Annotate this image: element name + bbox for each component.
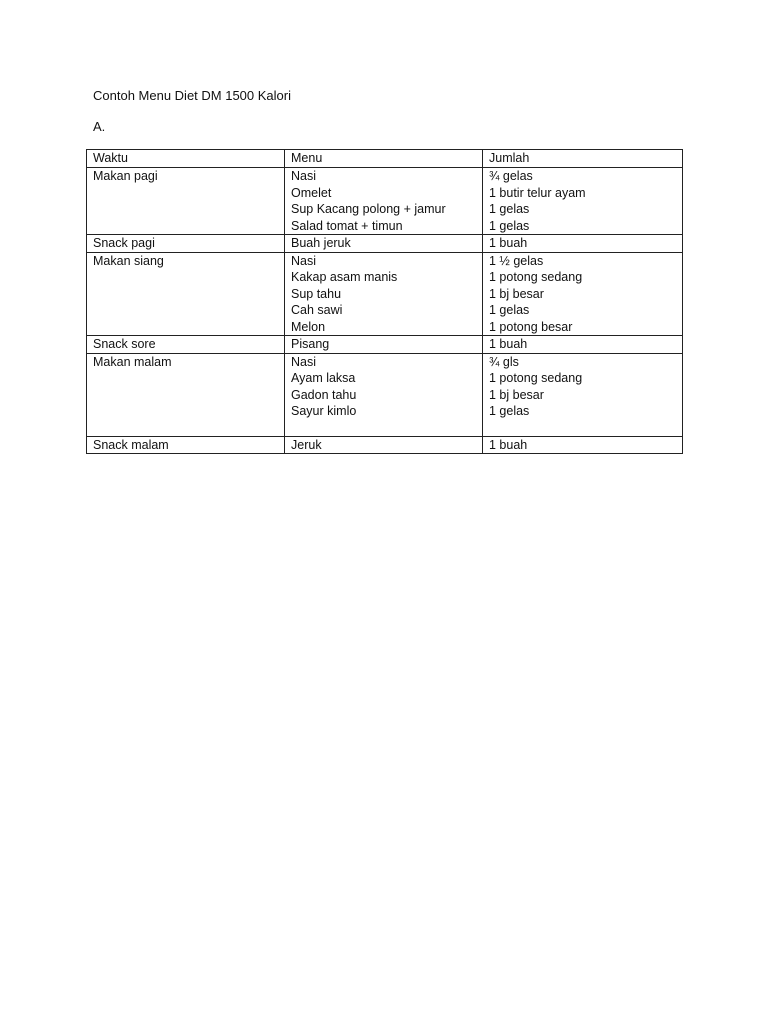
diet-menu-table <box>86 149 683 454</box>
amount-cell <box>483 336 683 354</box>
amount-item: 1 gelas <box>489 404 530 418</box>
time-cell <box>87 235 285 253</box>
menu-cell <box>285 252 483 336</box>
amount-item: 1 buah <box>489 236 528 250</box>
amount-item: 1 butir telur ayam <box>489 185 586 200</box>
amount-item: 1 buah <box>489 437 528 452</box>
header-menu: Menu <box>285 150 483 168</box>
menu-cell <box>285 353 483 436</box>
table-row <box>87 252 683 336</box>
table-row <box>87 353 683 436</box>
amount-item: 1 gelas <box>489 218 530 233</box>
menu-item: Gadon tahu <box>291 387 357 402</box>
amount-item: 1 potong sedang <box>489 270 583 284</box>
table-row <box>87 168 683 235</box>
menu-item: Cah sawi <box>291 303 343 317</box>
section-label: A. <box>93 119 106 134</box>
menu-cell <box>285 235 483 253</box>
amount-item: 1 ½ gelas <box>489 253 544 268</box>
time-label: Makan malam <box>93 354 172 369</box>
amount-cell <box>483 436 683 454</box>
menu-item: Pisang <box>291 337 330 351</box>
time-cell <box>87 168 285 235</box>
time-cell <box>87 252 285 336</box>
menu-item: Kakap asam manis <box>291 270 398 284</box>
table-row <box>87 436 683 454</box>
table-row <box>87 235 683 253</box>
menu-cell <box>285 336 483 354</box>
amount-item: 1 potong besar <box>489 319 573 334</box>
amount-cell <box>483 353 683 436</box>
amount-item: 1 gelas <box>489 303 530 317</box>
amount-item: 1 potong sedang <box>489 371 583 385</box>
amount-cell <box>483 168 683 235</box>
time-label: Makan siang <box>93 253 164 268</box>
menu-item: Sup tahu <box>291 286 342 301</box>
menu-item: Nasi <box>291 354 317 369</box>
time-cell <box>87 336 285 354</box>
amount-item: 1 buah <box>489 337 528 351</box>
amount-item: 1 bj besar <box>489 387 544 402</box>
amount-item: ¾ gls <box>489 354 519 369</box>
header-amount: Jumlah <box>483 150 683 168</box>
amount-item: 1 bj besar <box>489 286 544 301</box>
table-header-row <box>87 150 683 168</box>
menu-item: Nasi <box>291 253 317 268</box>
page-title: Contoh Menu Diet DM 1500 Kalori <box>93 88 291 103</box>
amount-cell <box>483 252 683 336</box>
time-label: Snack malam <box>93 437 169 452</box>
menu-cell <box>285 436 483 454</box>
header-time: Waktu <box>87 150 285 168</box>
time-cell <box>87 436 285 454</box>
menu-item: Nasi <box>291 169 317 183</box>
table-row <box>87 336 683 354</box>
menu-item: Salad tomat + timun <box>291 218 403 233</box>
amount-item: ¾ gelas <box>489 169 533 183</box>
menu-cell <box>285 168 483 235</box>
menu-item: Omelet <box>291 185 332 200</box>
menu-item: Sup Kacang polong + jamur <box>291 202 446 216</box>
time-label: Snack pagi <box>93 236 155 250</box>
menu-item: Buah jeruk <box>291 236 351 250</box>
amount-item: 1 gelas <box>489 202 530 216</box>
menu-item: Melon <box>291 319 326 334</box>
amount-cell <box>483 235 683 253</box>
menu-item: Sayur kimlo <box>291 404 357 418</box>
time-label: Makan pagi <box>93 169 158 183</box>
time-cell <box>87 353 285 436</box>
time-label: Snack sore <box>93 337 156 351</box>
menu-item: Ayam laksa <box>291 371 356 385</box>
menu-item: Jeruk <box>291 437 322 452</box>
